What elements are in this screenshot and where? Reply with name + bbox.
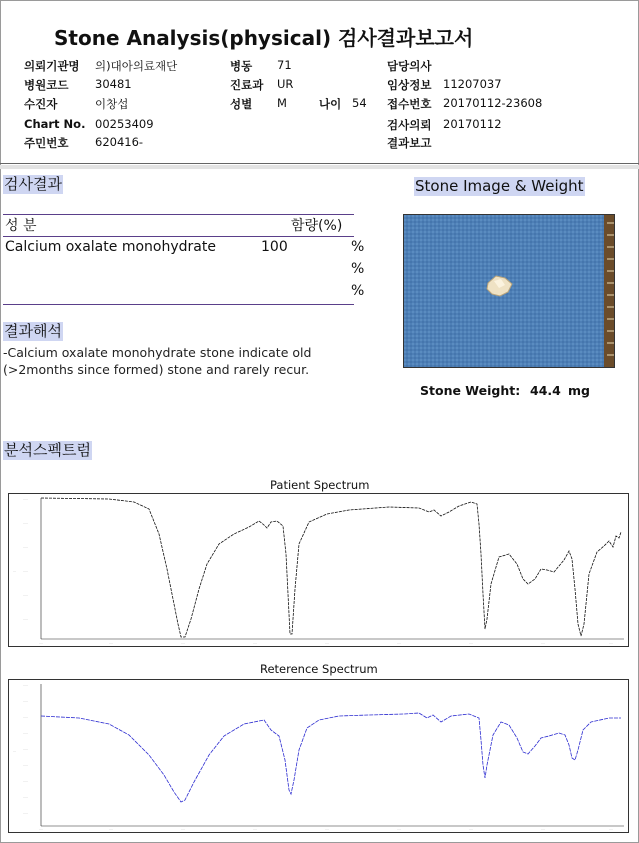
svg-text:·····: ····· xyxy=(23,617,28,621)
svg-text:····: ···· xyxy=(181,827,185,831)
svg-text:····: ···· xyxy=(109,641,113,645)
clinical-info-value: 11207037 xyxy=(443,77,502,91)
svg-text:·····: ····· xyxy=(23,521,28,525)
interpretation-title: 결과해석 xyxy=(4,322,62,340)
component-amount-1: 100 xyxy=(261,239,288,255)
component-name-1: Calcium oxalate monohydrate xyxy=(5,239,216,255)
svg-text:·····: ····· xyxy=(23,699,28,703)
stone-photo xyxy=(403,214,615,368)
ward-value: 71 xyxy=(277,58,292,72)
interpretation-line-1: -Calcium oxalate monohydrate stone indicate old xyxy=(3,345,312,360)
patient-spectrum-title: Patient Spectrum xyxy=(270,478,370,492)
reference-spectrum-plot xyxy=(8,679,629,833)
hospital-name-label: 의뢰기관명 xyxy=(24,59,80,73)
chart-no-label: Chart No. xyxy=(24,117,86,131)
reference-spectrum-svg xyxy=(9,680,628,832)
component-unit-3: % xyxy=(351,283,365,299)
svg-text:·····: ····· xyxy=(23,731,28,735)
ward-label: 병동 xyxy=(230,59,253,73)
svg-text:····: ···· xyxy=(325,641,329,645)
svg-text:·····: ····· xyxy=(23,715,28,719)
age-value: 54 xyxy=(352,96,367,110)
sex-value: M xyxy=(277,96,287,110)
svg-text:····: ···· xyxy=(109,827,113,831)
amount-column-header: 함량(%) xyxy=(291,218,343,234)
doctor-label: 담당의사 xyxy=(387,59,432,73)
sex-label: 성별 xyxy=(230,97,253,111)
svg-text:·····: ····· xyxy=(23,569,28,573)
request-date-label: 검사의뢰 xyxy=(387,118,432,132)
svg-text:···: ··· xyxy=(13,569,16,573)
svg-text:·····: ····· xyxy=(23,683,28,687)
stone-weight-label: Stone Weight: xyxy=(420,383,521,398)
svg-text:·····: ····· xyxy=(23,593,28,597)
svg-text:·····: ····· xyxy=(23,779,28,783)
patient-spectrum-plot xyxy=(8,493,629,647)
resident-no-label: 주민번호 xyxy=(24,136,69,150)
receipt-no-label: 접수번호 xyxy=(387,97,432,111)
stone-weight-unit: mg xyxy=(568,383,590,398)
svg-text:·····: ····· xyxy=(23,747,28,751)
patient-name-value: 이창섭 xyxy=(95,97,129,111)
svg-text:····: ···· xyxy=(609,827,613,831)
patient-spectrum-svg xyxy=(9,494,628,646)
stone-photo-graphic xyxy=(404,215,614,367)
reference-spectrum-title: Reterence Spectrum xyxy=(260,662,378,676)
hospital-name-value: 의)대아의료재단 xyxy=(95,59,178,73)
hospital-code-value: 30481 xyxy=(95,77,132,91)
svg-text:·····: ····· xyxy=(23,795,28,799)
interpretation-line-2: (>2months since formed) stone and rarely recur. xyxy=(3,362,310,377)
department-label: 진료과 xyxy=(230,78,264,92)
svg-text:····: ···· xyxy=(253,641,257,645)
svg-text:·····: ····· xyxy=(23,763,28,767)
svg-text:····: ···· xyxy=(325,827,329,831)
hospital-code-label: 병원코드 xyxy=(24,78,69,92)
component-unit-1: % xyxy=(351,239,365,255)
svg-text:····: ···· xyxy=(609,641,613,645)
request-date-value: 20170112 xyxy=(443,117,502,131)
svg-text:····: ···· xyxy=(397,641,401,645)
report-title: Stone Analysis(physical) 검사결과보고서 xyxy=(54,26,474,50)
resident-no-value: 620416- xyxy=(95,135,144,149)
stone-weight-value: 44.4 xyxy=(530,383,561,398)
patient-name-label: 수진자 xyxy=(24,97,58,111)
svg-text:····: ···· xyxy=(469,641,473,645)
svg-text:····: ···· xyxy=(181,641,185,645)
svg-text:····: ···· xyxy=(39,827,43,831)
clinical-info-label: 임상정보 xyxy=(387,78,432,92)
svg-text:····: ···· xyxy=(469,827,473,831)
results-header-line-bottom xyxy=(3,236,354,237)
svg-text:····: ···· xyxy=(397,827,401,831)
component-column-header: 성 분 xyxy=(5,218,37,234)
svg-text:····: ···· xyxy=(541,641,545,645)
svg-text:·····: ····· xyxy=(23,497,28,501)
svg-text:····: ···· xyxy=(253,827,257,831)
report-date-label: 결과보고 xyxy=(387,136,432,150)
results-table-bottom-line xyxy=(3,304,354,305)
svg-text:····: ···· xyxy=(541,827,545,831)
spectrum-section-title: 분석스펙트럼 xyxy=(4,441,91,459)
svg-text:·····: ····· xyxy=(23,811,28,815)
header-divider xyxy=(0,163,639,164)
age-label: 나이 xyxy=(319,97,342,111)
component-unit-2: % xyxy=(351,261,365,277)
header-divider-shadow xyxy=(0,165,639,169)
department-value: UR xyxy=(277,77,294,91)
svg-text:····: ···· xyxy=(39,641,43,645)
svg-text:·····: ····· xyxy=(23,545,28,549)
receipt-no-value: 20170112-23608 xyxy=(443,96,543,110)
stone-image-section-title: Stone Image & Weight xyxy=(415,177,584,195)
chart-no-value: 00253409 xyxy=(95,117,154,131)
svg-text:···: ··· xyxy=(13,749,16,753)
results-section-title: 검사결과 xyxy=(4,175,62,193)
